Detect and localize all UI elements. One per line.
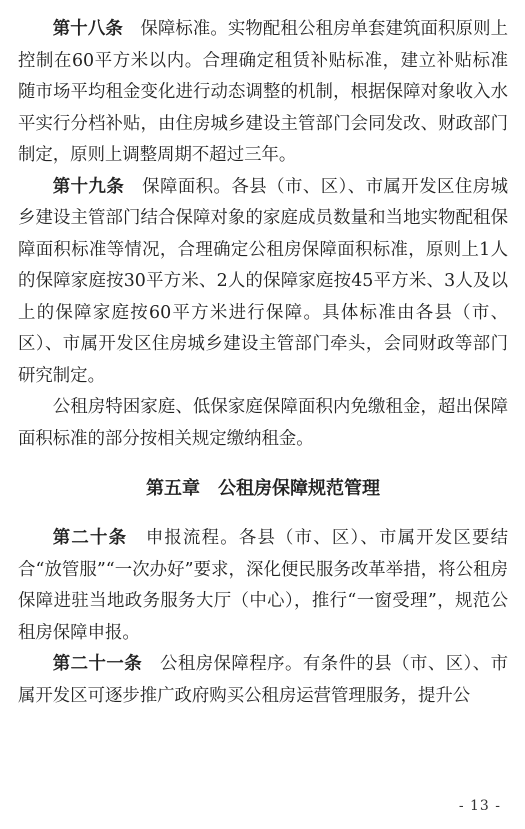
- article-text: 公租房保障程序。有条件的县（市、区）、市属开发区可逐步推广政府购买公租房运营管理服务，提升公: [18, 654, 508, 706]
- article-text: 申报流程。各县（市、区）、市属开发区要结合“放管服”“一次办好”要求，深化便民服务改革举措，将公租房保障进驻当地政务服务大厅（中心），推行“一窗受理”，规范公租房保障申报。: [18, 528, 508, 643]
- article-18-paragraph: [18, 14, 508, 172]
- document-page: [18, 14, 508, 712]
- article-text: 保障标准。实物配租公租房单套建筑面积原则上控制在60平方米以内。合理确定租赁补贴标准，建立补贴标准随市场平均租金变化进行动态调整的机制，根据保障对象收入水平实行分档补贴，由住房城乡建设主管部门会同发改、财政部门制定，原则上调整周期不超过三年。: [18, 19, 508, 165]
- page-number: - 13 -: [458, 798, 501, 814]
- article-text: 保障面积。各县（市、区）、市属开发区住房城乡建设主管部门结合保障对象的家庭成员数量和当地实物配租保障面积标准等情况，合理确定公租房保障面积标准，原则上1人的保障家庭按30平方米、2人的保障家庭按45平方米、3人及以上的保障家庭按60平方米进行保障。具体标准由各县（市、区）、市属开发区住房城乡建设主管部门牵头，会同财政等部门研究制定。: [18, 176, 508, 386]
- article-21-paragraph: [18, 649, 508, 712]
- article-19-paragraph: [18, 172, 508, 393]
- article-number: 第十九条: [52, 176, 125, 197]
- rent-exemption-paragraph: [18, 392, 508, 455]
- article-number: 第二十条: [52, 528, 128, 548]
- paragraph-text: 公租房特困家庭、低保家庭保障面积内免缴租金，超出保障面积标准的部分按相关规定缴纳租金。: [18, 397, 508, 449]
- article-number: 第二十一条: [52, 654, 143, 674]
- chapter-heading: 第五章 公租房保障规范管理: [146, 478, 380, 499]
- article-20-paragraph: [18, 523, 508, 649]
- article-number: 第十八条: [52, 19, 123, 39]
